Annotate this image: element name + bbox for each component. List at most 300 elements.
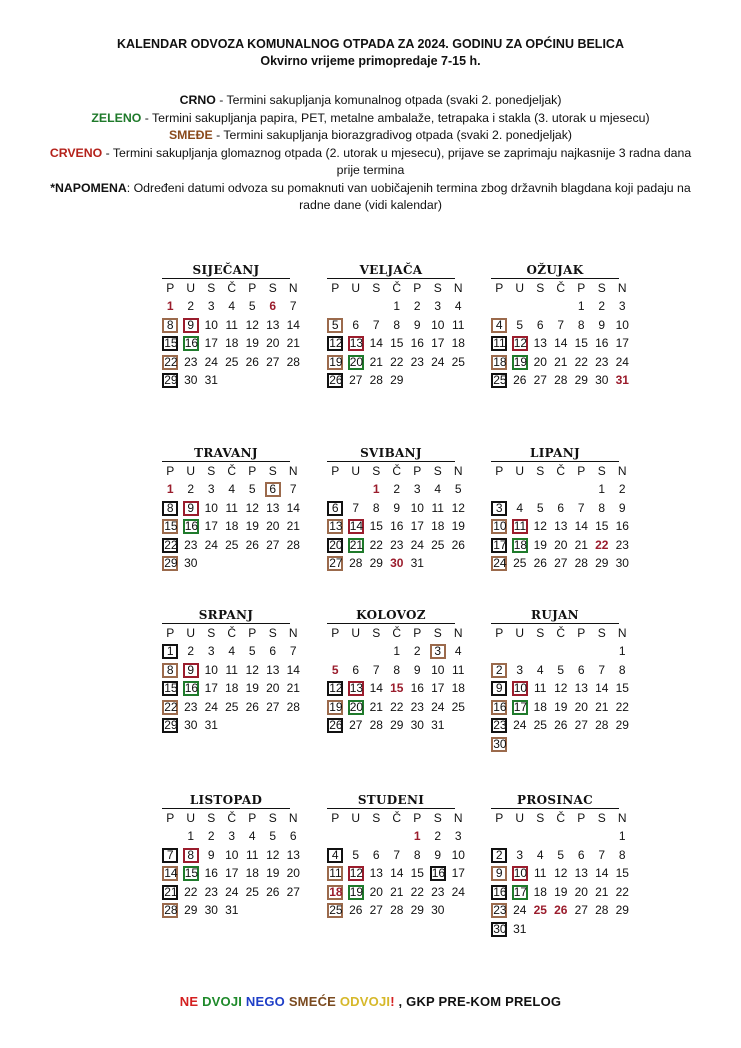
weekday-header: P	[331, 811, 340, 825]
collection-day-brown: 28	[164, 903, 178, 918]
day-cell: 9	[207, 847, 215, 862]
month-grid	[489, 463, 635, 573]
day-cell: 2	[207, 829, 215, 843]
legend-key: ZELENO	[91, 110, 142, 125]
weekday-header: S	[268, 464, 277, 478]
collection-day-green: 19	[513, 354, 528, 369]
weekday-header: N	[453, 811, 463, 825]
legend	[40, 92, 701, 215]
day-cell: 30	[390, 556, 404, 571]
day-cell: 11	[431, 500, 444, 515]
collection-day-black: 21	[164, 884, 178, 899]
day-cell: 18	[431, 519, 445, 534]
collection-day-black: 4	[325, 846, 346, 865]
day-cell: 13	[266, 317, 280, 332]
day-cell: 29	[390, 373, 404, 388]
day-cell: 18	[225, 681, 239, 696]
day-cell: 10	[204, 317, 218, 332]
day-cell: 28	[369, 718, 383, 733]
collection-day-red: 8	[181, 846, 202, 865]
weekday-header: S	[268, 281, 277, 295]
weekday-header: U	[515, 281, 525, 295]
day-cell: 17	[451, 866, 465, 881]
day-cell: 13	[574, 681, 588, 696]
day-cell: 21	[369, 699, 383, 714]
weekday-header: Č	[556, 281, 566, 295]
collection-day-black: 1	[160, 642, 181, 661]
day-cell: 12	[533, 519, 547, 534]
day-cell: 27	[369, 903, 383, 918]
day-cell: 14	[286, 500, 300, 515]
day-cell: 17	[225, 866, 239, 881]
day-cell: 5	[248, 299, 256, 313]
day-cell: 22	[615, 884, 629, 899]
day-cell: 22	[410, 884, 424, 899]
day-cell: 21	[595, 699, 609, 714]
day-cell: 10	[615, 317, 629, 332]
day-cell: 26	[266, 884, 280, 899]
day-cell: 14	[286, 662, 300, 677]
empty-cell	[551, 827, 572, 846]
collection-day-black: 11	[493, 336, 506, 351]
legend-black	[40, 92, 701, 110]
collection-day-red: 12	[349, 866, 364, 881]
day-cell: 18	[533, 884, 547, 899]
day-cell: 28	[369, 373, 383, 388]
day-cell: 25	[451, 699, 465, 714]
day-cell: 5	[516, 317, 524, 332]
day-cell: 16	[595, 336, 609, 351]
collection-day-brown: 19	[329, 699, 343, 714]
month-grid	[489, 625, 635, 754]
day-cell: 28	[595, 903, 609, 918]
weekday-header: U	[186, 464, 196, 478]
weekday-header: S	[597, 626, 606, 640]
document-header	[40, 36, 701, 70]
day-cell: 6	[352, 662, 360, 677]
day-cell: 4	[536, 662, 544, 677]
day-cell: 22	[184, 884, 198, 899]
month-grid	[325, 463, 471, 573]
day-cell: 25	[513, 556, 527, 571]
day-cell: 13	[266, 662, 280, 677]
day-cell: 7	[598, 662, 606, 677]
collection-day-black: 22	[164, 537, 178, 552]
weekday-header: S	[207, 464, 216, 478]
collection-day-brown: 8	[160, 661, 181, 680]
collection-day-black: 17	[493, 537, 507, 552]
weekday-header: N	[288, 281, 298, 295]
weekday-header: N	[288, 811, 298, 825]
day-cell: 11	[452, 662, 465, 677]
day-cell: 8	[393, 317, 401, 332]
day-cell: 27	[574, 903, 588, 918]
collection-day-black: 30	[493, 921, 507, 936]
day-cell: 10	[204, 500, 218, 515]
day-cell: 27	[349, 373, 363, 388]
day-cell: 30	[184, 373, 198, 388]
collection-day-brown: 11	[329, 866, 342, 881]
day-cell: 22	[574, 354, 588, 369]
collection-day-red: 9	[181, 499, 202, 518]
weekday-header: P	[577, 464, 586, 478]
day-cell: 11	[225, 662, 238, 677]
empty-cell	[530, 827, 551, 846]
collection-day-black: 15	[164, 336, 178, 351]
day-cell: 1	[618, 644, 626, 658]
weekday-header: Č	[556, 464, 566, 478]
day-cell: 24	[431, 699, 445, 714]
day-cell: 4	[454, 644, 462, 658]
day-cell: 9	[598, 317, 606, 332]
empty-cell	[366, 642, 387, 661]
day-cell: 24	[513, 718, 527, 733]
day-cell: 2	[413, 299, 421, 313]
collection-day-black: 20	[329, 537, 343, 552]
day-cell: 25	[225, 537, 239, 552]
weekday-header: S	[536, 464, 545, 478]
day-cell: 28	[595, 718, 609, 733]
day-cell: 14	[390, 866, 404, 881]
empty-cell	[592, 827, 613, 846]
day-cell: 2	[187, 299, 195, 313]
weekday-header: U	[515, 811, 525, 825]
month-grid	[489, 810, 635, 939]
empty-cell	[571, 827, 592, 846]
collection-day-red: 9	[181, 661, 202, 680]
weekday-header: U	[515, 464, 525, 478]
document-subtitle: Okvirno vrijeme primopredaje 7-15 h.	[260, 54, 481, 68]
legend-text: - Termini sakupljanja biorazgradivog otpada (svaki 2. ponedjeljak)	[212, 128, 573, 142]
empty-cell	[530, 480, 551, 499]
empty-cell	[551, 642, 572, 661]
day-cell: 3	[434, 299, 442, 313]
day-cell: 30	[204, 903, 218, 918]
weekday-header: S	[433, 464, 442, 478]
weekday-header: Č	[227, 464, 237, 478]
day-cell: 19	[266, 866, 280, 881]
day-cell: 13	[574, 866, 588, 881]
day-cell: 29	[574, 373, 588, 388]
weekday-header: S	[372, 811, 381, 825]
day-cell: 28	[349, 556, 363, 571]
day-cell: 23	[431, 884, 445, 899]
day-cell: 19	[554, 699, 568, 714]
collection-day-green: 18	[513, 537, 528, 552]
day-cell: 1	[166, 299, 174, 313]
weekday-header: N	[453, 464, 463, 478]
collection-day-black: 6	[325, 499, 346, 518]
day-cell: 4	[228, 482, 236, 496]
slogan-part: SMEĆE	[288, 994, 340, 1009]
weekday-header: P	[413, 811, 422, 825]
empty-cell	[592, 642, 613, 661]
empty-cell	[571, 642, 592, 661]
day-cell: 19	[533, 537, 547, 552]
collection-day-red: 14	[349, 519, 364, 534]
weekday-header: P	[413, 281, 422, 295]
month-prosinac	[489, 792, 635, 939]
collection-day-black: 26	[329, 373, 343, 388]
day-cell: 1	[187, 829, 195, 843]
weekday-header: S	[536, 281, 545, 295]
day-cell: 6	[352, 317, 360, 332]
document-title: KALENDAR ODVOZA KOMUNALNOG OTPADA ZA 2024. GODINU ZA OPĆINU BELICA	[117, 37, 624, 51]
collection-day-red: 13	[349, 336, 364, 351]
slogan-part: DVOJI	[202, 994, 246, 1009]
day-cell: 23	[595, 354, 609, 369]
weekday-header: S	[433, 811, 442, 825]
collection-day-black: 9	[489, 679, 510, 698]
day-cell: 4	[248, 829, 256, 843]
day-cell: 11	[225, 317, 238, 332]
empty-cell	[571, 480, 592, 499]
day-cell: 28	[390, 903, 404, 918]
day-cell: 8	[372, 500, 380, 515]
day-cell: 4	[228, 299, 236, 313]
collection-day-red: 10	[513, 681, 528, 696]
weekday-header: P	[248, 464, 257, 478]
day-cell: 12	[451, 500, 465, 515]
weekday-header: S	[433, 626, 442, 640]
weekday-header: S	[536, 811, 545, 825]
weekday-header: N	[617, 811, 627, 825]
weekday-header: P	[577, 811, 586, 825]
day-cell: 26	[554, 718, 568, 733]
day-cell: 4	[516, 500, 524, 515]
day-cell: 29	[595, 556, 609, 571]
month-name: STUDENI	[327, 792, 455, 809]
weekday-header: P	[413, 464, 422, 478]
day-cell: 27	[266, 354, 280, 369]
day-cell: 23	[184, 354, 198, 369]
day-cell: 20	[266, 336, 280, 351]
day-cell: 16	[615, 519, 629, 534]
day-cell: 23	[410, 699, 424, 714]
day-cell: 19	[245, 336, 259, 351]
collection-day-brown: 15	[164, 519, 178, 534]
day-cell: 4	[434, 482, 442, 496]
collection-day-red: 9	[181, 316, 202, 335]
collection-day-brown: 23	[493, 903, 507, 918]
collection-day-black: 16	[431, 866, 446, 881]
empty-cell	[160, 827, 181, 846]
month-grid	[325, 625, 471, 735]
day-cell: 21	[286, 336, 300, 351]
weekday-header: P	[166, 464, 175, 478]
day-cell: 9	[413, 662, 421, 677]
day-cell: 21	[554, 354, 568, 369]
collection-day-brown: 29	[164, 556, 178, 571]
collection-day-black: 26	[329, 718, 343, 733]
collection-day-brown: 13	[329, 519, 343, 534]
day-cell: 12	[245, 662, 259, 677]
day-cell: 30	[410, 718, 424, 733]
day-cell: 26	[451, 537, 465, 552]
weekday-header: S	[372, 626, 381, 640]
day-cell: 7	[393, 847, 401, 862]
day-cell: 15	[615, 681, 629, 696]
day-cell: 28	[286, 699, 300, 714]
day-cell: 31	[204, 373, 218, 388]
day-cell: 20	[369, 884, 383, 899]
collection-day-brown: 22	[164, 699, 178, 714]
day-cell: 29	[615, 903, 629, 918]
day-cell: 7	[289, 299, 297, 313]
day-cell: 27	[349, 718, 363, 733]
weekday-header: N	[617, 626, 627, 640]
day-cell: 3	[618, 299, 626, 313]
day-cell: 22	[390, 699, 404, 714]
collection-day-brown: 30	[493, 736, 507, 751]
day-cell: 24	[204, 354, 218, 369]
collection-day-red: 13	[349, 681, 364, 696]
weekday-header: S	[207, 811, 216, 825]
day-cell: 14	[286, 317, 300, 332]
day-cell: 28	[286, 354, 300, 369]
weekday-header: Č	[392, 281, 402, 295]
day-cell: 6	[372, 847, 380, 862]
day-cell: 29	[615, 718, 629, 733]
day-cell: 5	[331, 662, 339, 677]
month-name: OŽUJAK	[491, 262, 619, 279]
day-cell: 2	[413, 644, 421, 658]
day-cell: 24	[431, 354, 445, 369]
day-cell: 31	[513, 921, 527, 936]
empty-cell	[530, 642, 551, 661]
month-grid	[160, 810, 306, 920]
day-cell: 23	[410, 354, 424, 369]
day-cell: 20	[554, 537, 568, 552]
collection-day-black: 29	[164, 373, 178, 388]
day-cell: 7	[289, 482, 297, 496]
day-cell: 31	[204, 718, 218, 733]
day-cell: 15	[369, 519, 383, 534]
empty-cell	[325, 297, 346, 316]
month-name: SIJEČANJ	[162, 262, 290, 279]
weekday-header: Č	[227, 281, 237, 295]
day-cell: 22	[369, 537, 383, 552]
day-cell: 25	[245, 884, 259, 899]
day-cell: 13	[286, 847, 300, 862]
slogan-part: NE	[179, 994, 203, 1009]
day-cell: 19	[245, 681, 259, 696]
day-cell: 14	[595, 681, 609, 696]
legend-green	[40, 110, 701, 128]
weekday-header: Č	[556, 626, 566, 640]
day-cell: 12	[554, 681, 568, 696]
day-cell: 11	[452, 317, 465, 332]
day-cell: 8	[393, 662, 401, 677]
empty-cell	[551, 297, 572, 316]
month-name: RUJAN	[491, 607, 619, 624]
weekday-header: U	[186, 626, 196, 640]
day-cell: 24	[225, 884, 239, 899]
day-cell: 15	[390, 336, 404, 351]
day-cell: 16	[204, 866, 218, 881]
day-cell: 9	[413, 317, 421, 332]
day-cell: 24	[615, 354, 629, 369]
month-name: VELJAČA	[327, 262, 455, 279]
day-cell: 1	[598, 482, 606, 496]
month-travanj	[160, 445, 306, 573]
day-cell: 6	[577, 847, 585, 862]
weekday-header: P	[166, 811, 175, 825]
collection-day-brown: 18	[329, 884, 343, 899]
day-cell: 13	[533, 336, 547, 351]
day-cell: 28	[286, 537, 300, 552]
day-cell: 2	[187, 482, 195, 496]
weekday-header: S	[433, 281, 442, 295]
day-cell: 19	[451, 519, 465, 534]
weekday-header: S	[207, 626, 216, 640]
collection-day-brown: 5	[325, 316, 346, 335]
weekday-header: Č	[556, 811, 566, 825]
weekday-header: P	[248, 626, 257, 640]
day-cell: 21	[574, 537, 588, 552]
day-cell: 23	[390, 537, 404, 552]
empty-cell	[489, 480, 510, 499]
day-cell: 19	[245, 519, 259, 534]
day-cell: 26	[245, 354, 259, 369]
month-name: KOLOVOZ	[327, 607, 455, 624]
weekday-header: S	[372, 464, 381, 478]
weekday-header: S	[597, 464, 606, 478]
day-cell: 20	[286, 866, 300, 881]
day-cell: 1	[393, 299, 401, 313]
weekday-header: S	[268, 626, 277, 640]
collection-day-brown: 8	[160, 316, 181, 335]
weekday-header: U	[351, 464, 361, 478]
day-cell: 7	[598, 847, 606, 862]
collection-day-brown: 16	[493, 699, 507, 714]
empty-cell	[325, 642, 346, 661]
legend-text: - Termini sakupljanja glomaznog otpada (2. utorak u mjesecu), prijave se zaprimaju najkasnije 3 radna dana prije termina	[102, 145, 692, 177]
day-cell: 28	[554, 373, 568, 388]
collection-day-black: 3	[489, 499, 510, 518]
collection-day-brown: 22	[164, 354, 178, 369]
day-cell: 18	[451, 681, 465, 696]
weekday-header: S	[536, 626, 545, 640]
day-cell: 8	[413, 847, 421, 862]
collection-day-black: 8	[160, 499, 181, 518]
month-name: TRAVANJ	[162, 445, 290, 462]
day-cell: 17	[204, 336, 218, 351]
day-cell: 23	[184, 699, 198, 714]
weekday-header: Č	[227, 811, 237, 825]
day-cell: 20	[533, 354, 547, 369]
month-grid	[160, 625, 306, 735]
collection-day-green: 15	[184, 866, 199, 881]
weekday-header: Č	[392, 626, 402, 640]
day-cell: 3	[207, 644, 215, 658]
day-cell: 9	[618, 500, 626, 515]
day-cell: 13	[369, 866, 383, 881]
day-cell: 6	[269, 644, 277, 658]
day-cell: 16	[390, 519, 404, 534]
day-cell: 29	[410, 903, 424, 918]
month-lipanj	[489, 445, 635, 573]
day-cell: 3	[413, 482, 421, 496]
legend-key: CRNO	[179, 93, 216, 107]
day-cell: 5	[269, 829, 277, 843]
collection-day-green: 17	[513, 884, 528, 899]
month-veljača	[325, 262, 471, 390]
month-kolovoz	[325, 607, 471, 735]
collection-day-black: 2	[489, 846, 510, 865]
day-cell: 29	[369, 556, 383, 571]
month-name: SVIBANJ	[327, 445, 455, 462]
